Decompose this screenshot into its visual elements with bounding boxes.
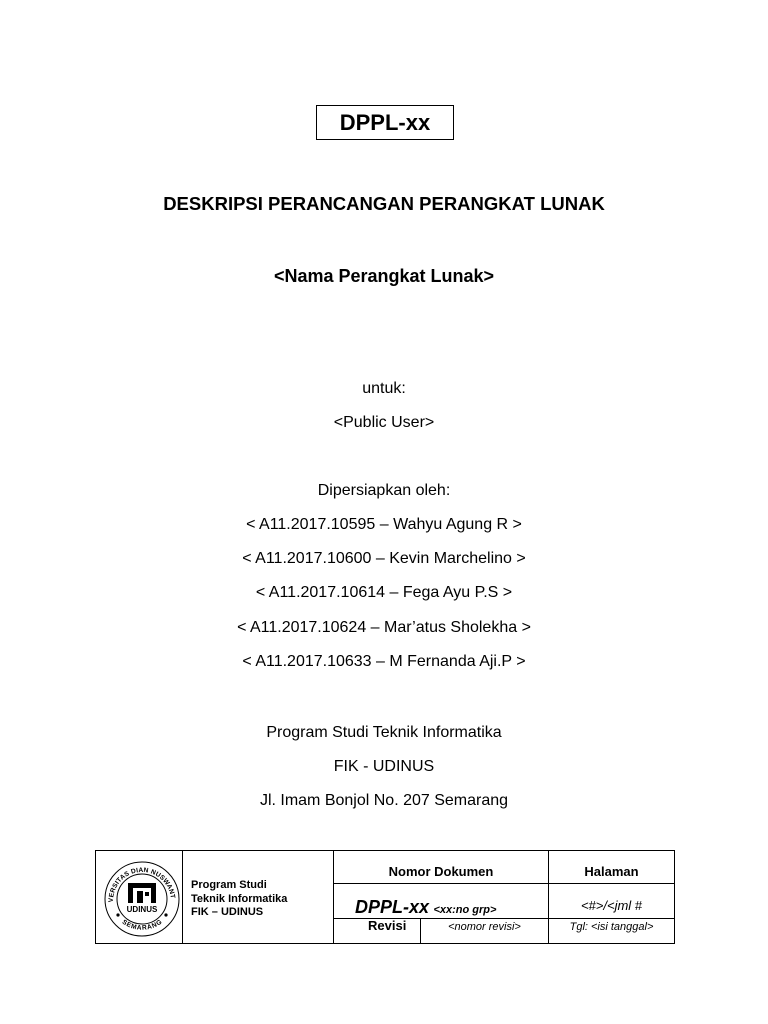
date-value: Tgl: <isi tanggal> bbox=[569, 921, 654, 933]
prepared-label: Dipersiapkan oleh: bbox=[317, 482, 451, 499]
author-line: < A11.2017.10633 – M Fernanda Aji.P > bbox=[242, 653, 526, 670]
revision-value: <nomor revisi> bbox=[448, 921, 521, 933]
doc-number-suffix: <xx:no grp> bbox=[433, 904, 497, 916]
document-code: DPPL-xx bbox=[339, 109, 431, 135]
revision-label: Revisi bbox=[368, 918, 407, 933]
logo-ring-top-text: VERSITAS DIAN NUSWANT bbox=[107, 866, 176, 903]
for-value: <Public User> bbox=[333, 414, 435, 431]
footer-program-line: Teknik Informatika bbox=[191, 892, 288, 905]
footer-program-line: Program Studi bbox=[191, 879, 267, 891]
doc-number-cell bbox=[355, 897, 496, 918]
udinus-logo bbox=[102, 857, 182, 939]
for-label: untuk: bbox=[362, 380, 406, 397]
author-line: < A11.2017.10595 – Wahyu Agung R > bbox=[246, 516, 522, 533]
institution-program: Program Studi Teknik Informatika bbox=[266, 724, 502, 741]
doc-number-header: Nomor Dokumen bbox=[388, 864, 494, 879]
page-header: Halaman bbox=[584, 864, 639, 879]
doc-number-value: DPPL-xx bbox=[355, 897, 430, 917]
institution-faculty: FIK - UDINUS bbox=[333, 758, 435, 775]
software-name: <Nama Perangkat Lunak> bbox=[273, 266, 495, 286]
author-line: < A11.2017.10624 – Mar’atus Sholekha > bbox=[237, 619, 531, 636]
footer-program-block bbox=[191, 879, 287, 920]
svg-text:SEMARANG bbox=[121, 919, 164, 932]
document-footer-table bbox=[95, 850, 675, 944]
author-line: < A11.2017.10600 – Kevin Marchelino > bbox=[242, 550, 526, 567]
institution-address: Jl. Imam Bonjol No. 207 Semarang bbox=[259, 792, 509, 809]
footer-program-line: FIK – UDINUS bbox=[191, 906, 264, 918]
author-line: < A11.2017.10614 – Fega Ayu P.S > bbox=[255, 584, 513, 601]
logo-ring-bottom-text: SEMARANG bbox=[120, 918, 164, 932]
document-title: DESKRIPSI PERANCANGAN PERANGKAT LUNAK bbox=[163, 193, 605, 214]
document-code-box bbox=[316, 105, 454, 140]
page-value: <#>/<jml # bbox=[580, 898, 643, 913]
logo-name: UDINUS bbox=[126, 905, 158, 914]
